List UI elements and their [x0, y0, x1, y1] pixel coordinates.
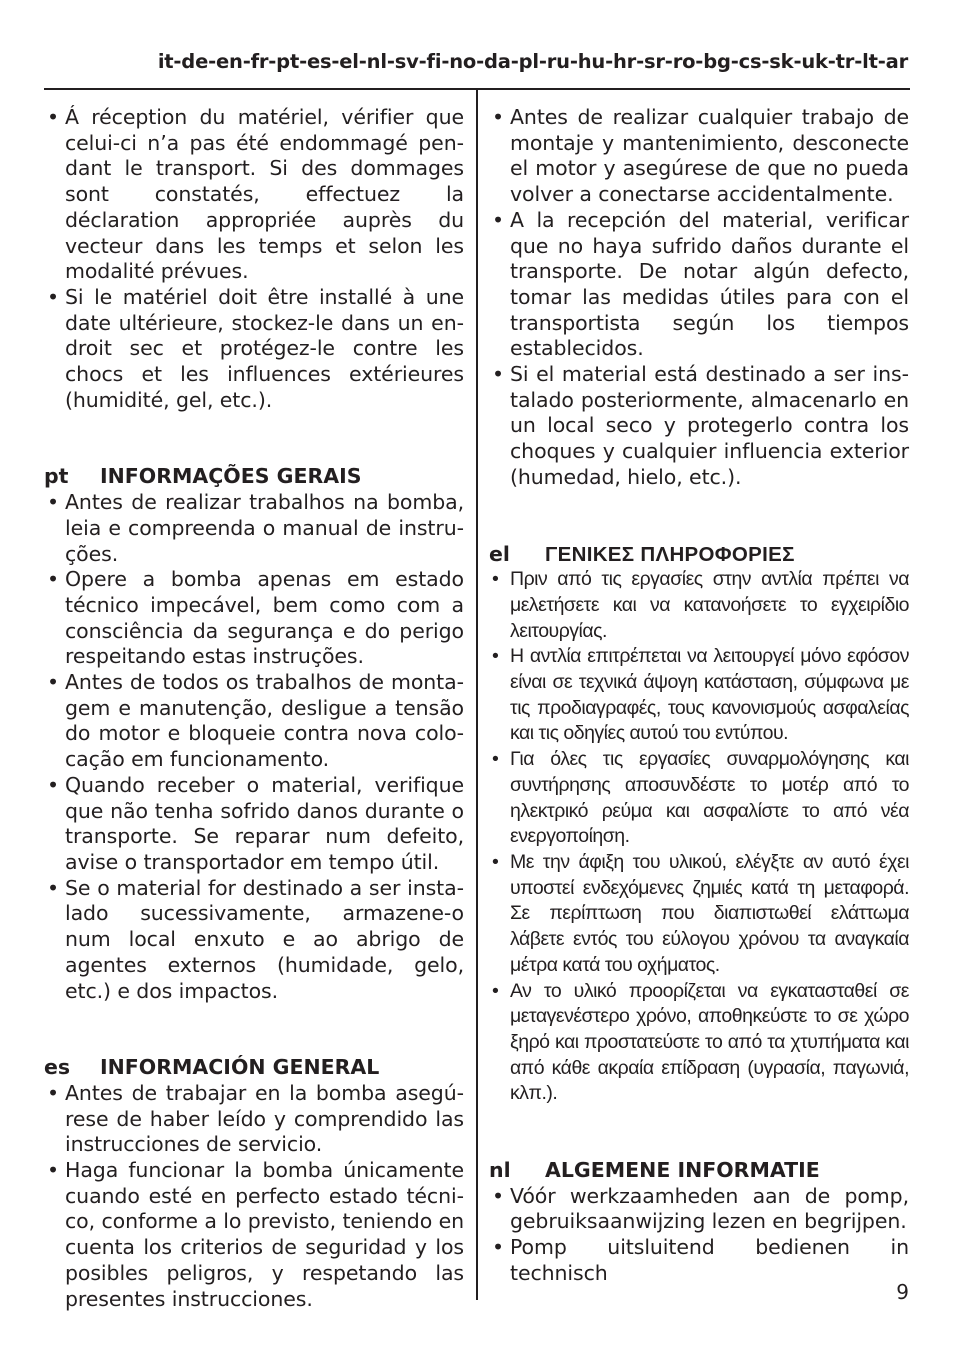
item-text: Se o material for destinado a ser instalado sucessivamente, armazene-o num local enxuto e ao abrigo de agentes externos (humidade, gelo, etc.) e dos impactos.	[65, 875, 464, 1003]
list-item	[489, 979, 909, 1108]
bullet-icon: •	[492, 568, 499, 591]
list-item	[489, 747, 909, 850]
list-item	[489, 105, 909, 208]
item-text: Για όλες τις εργασίες συναρμολόγησης και συντήρησης αποσυνδέστε το μοτέρ από το ηλεκτρικό ρεύμα και ασφαλίστε το από νέα ενεργοποίηση.	[510, 748, 909, 848]
bullet-icon: •	[492, 645, 499, 668]
fr-section	[44, 105, 464, 413]
item-text: Quando receber o material, verifique que não tenha sofrido danos durante o transporte. Se reparar num defeito, avise o transportador em tempo útil.	[65, 772, 464, 874]
bullet-icon: •	[492, 979, 499, 1002]
item-text: Pomp uitsluitend bedienen in technisch	[510, 1235, 909, 1285]
item-text: Με την άφιξη του υλικού, ελέγξτε αν αυτό έχει υποστεί ενδεχόμενες ζημιές κατά τη μεταφορά. Σε περίπτωση που διαπιστωθεί ελάττωμα λάβετε εντός του εύλογου χρόνου τα αναγκαία μέτρα κατά του οχήματος.	[510, 850, 909, 976]
bullet-icon: •	[492, 1235, 504, 1260]
pt-section	[44, 464, 464, 1004]
item-text: Opere a bomba apenas em estado técnico impecável, bem como com a consciência da segurança e do perigo respeitando estas instruções.	[65, 567, 464, 669]
language-code: pt	[44, 464, 69, 489]
column-divider	[476, 88, 478, 1300]
bullet-icon: •	[492, 105, 504, 129]
es-section	[44, 1055, 464, 1312]
list-item	[489, 644, 909, 747]
section-title: INFORMAÇÕES GERAIS	[100, 464, 362, 489]
list-item	[44, 490, 464, 567]
left-column	[44, 105, 464, 1312]
list-item	[44, 105, 464, 285]
item-text: Si el material está destinado a ser instalado posteriormente, almacenarlo en un local seco y protegerlo contra los choques y cualquier influencia exterior (humedad, hielo, etc.).	[510, 362, 909, 489]
section-title: INFORMACIÓN GENERAL	[100, 1055, 380, 1080]
bullet-icon: •	[47, 772, 59, 797]
bullet-icon: •	[492, 362, 504, 387]
item-text: Si le matériel doit être installé à une date ultérieure, stockez-le dans un endroit sec et protégez-le contre les chocs et les influences extérieures (humidité, gel, etc.).	[65, 284, 464, 412]
section-title: ALGEMENE INFORMATIE	[545, 1158, 820, 1183]
language-code: nl	[489, 1158, 511, 1183]
list-item	[44, 1158, 464, 1312]
list-item	[44, 773, 464, 876]
nl-section	[489, 1158, 909, 1287]
list-item	[44, 285, 464, 414]
bullet-icon: •	[492, 850, 499, 873]
list-item	[489, 362, 909, 491]
item-text: Á réception du matériel, vérifier que celui-ci n’a pas été endommagé pendant le transport. Si des dommages sont constatés, effectuez la déclaration appropriée auprès du vecteur dans les temps et selon les modalité prévues.	[65, 105, 464, 284]
es-continued-section	[489, 105, 909, 491]
right-column	[489, 105, 909, 1287]
section-heading-es	[44, 1055, 464, 1081]
list-item	[489, 1184, 909, 1235]
header-languages: it-de-en-fr-pt-es-el-nl-sv-fi-no-da-pl-ru-hu-hr-sr-ro-bg-cs-sk-uk-tr-lt-ar	[157, 50, 908, 73]
bullet-icon: •	[492, 207, 504, 232]
item-text: Πριν από τις εργασίες στην αντλία πρέπει να μελετήσετε και να κατανοήσετε το εγχειρίδιο λειτουργίας.	[510, 568, 909, 642]
item-text: Antes de trabajar en la bomba asegúrese de haber leído y comprendido las instrucciones de servicio.	[65, 1080, 464, 1157]
list-item	[44, 670, 464, 773]
bullet-icon: •	[47, 1080, 59, 1105]
bullet-icon: •	[47, 567, 59, 592]
el-section	[489, 542, 909, 1107]
bullet-icon: •	[47, 875, 59, 900]
list-item	[489, 1235, 909, 1286]
item-text: Antes de todos os trabalhos de montagem e manutenção, desligue a tensão do motor e bloqueie contra nova colocação em funcionamento.	[65, 670, 464, 772]
item-text: Antes de realizar trabalhos na bomba, leia e compreenda o manual de instruções.	[65, 490, 464, 566]
item-text: Η αντλία επιτρέπεται να λειτουργεί μόνο εφόσον είναι σε τεχνικά άψογη κατάσταση, σύμφωνα με τις προδιαγραφές, τους κανονισμούς ασφαλείας και τις οδηγίες αυτού του εντύπου.	[510, 645, 909, 745]
language-code: es	[44, 1055, 71, 1080]
section-heading-nl	[489, 1158, 909, 1184]
list-item	[44, 876, 464, 1005]
list-item	[489, 850, 909, 979]
list-item	[489, 208, 909, 362]
section-heading-pt	[44, 464, 464, 490]
language-code: el	[489, 541, 510, 566]
section-heading-el	[489, 542, 909, 568]
list-item	[44, 567, 464, 670]
bullet-icon: •	[492, 1183, 504, 1208]
list-item	[44, 1081, 464, 1158]
section-title: ΓΕΝΙΚΕΣ ΠΛΗΡΟΦΟΡΙΕΣ	[545, 542, 795, 566]
page-number: 9	[896, 1280, 909, 1304]
bullet-icon: •	[47, 284, 59, 309]
list-item	[489, 567, 909, 644]
bullet-icon: •	[492, 748, 499, 771]
bullet-icon: •	[47, 490, 59, 515]
bullet-icon: •	[47, 1158, 59, 1183]
item-text: Haga funcionar la bomba únicamente cuando esté en perfecto estado técnico, conforme a lo previsto, teniendo en cuenta los criterios de seguridad y los posibles peligros, y respetando las presentes instrucciones.	[65, 1158, 464, 1311]
item-text: Αν το υλικό προορίζεται να εγκατασταθεί σε μεταγενέστερο χρόνο, αποθηκεύστε το σε χώρο ξηρό και προστατεύστε το από τα χτυπήματα και από κάθε ακραία επίδραση (υγρασία, παγωνιά, κλπ.).	[510, 979, 909, 1105]
bullet-icon: •	[47, 670, 59, 695]
item-text: Vóór werkzaamheden aan de pomp, gebruiksaanwijzing lezen en begrijpen.	[510, 1183, 909, 1234]
item-text: Antes de realizar cualquier trabajo de montaje y mantenimiento, desconecte el motor y asegúrese de que no pueda volver a conectarse accidentalmente.	[510, 105, 909, 207]
item-text: A la recepción del material, verificar que no haya sufrido daños durante el transporte. De notar algún defecto, tomar las medidas útiles para con el transportista según los tiempos establecidos.	[510, 207, 909, 361]
bullet-icon: •	[47, 105, 59, 129]
